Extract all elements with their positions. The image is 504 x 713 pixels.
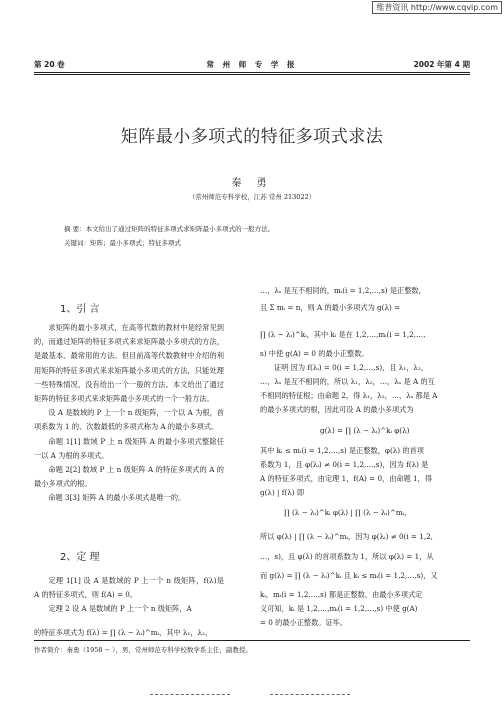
proposition-2: 命题 2[2] 数域 P 上 n 级矩阵 A 的特征多项式的 A 的最小多项式的根。 bbox=[34, 465, 224, 489]
section-2-heading: 2、定 理 bbox=[60, 552, 100, 563]
paper-title: 矩阵最小多项式的特征多项式求法 bbox=[120, 127, 384, 147]
theorem-2: 定理 2 设 A 是数域的 P 上一个 n 级矩阵，A bbox=[48, 604, 192, 614]
definition-paragraph: 设 A 是数域的 P 上一个 n 级矩阵，一个以 A 为根，首项系数为 1 的、次数最低的多项式称为 A 的最小多项式。 bbox=[34, 408, 224, 432]
minimal-polynomial-formula: g(λ) = ∏ (λ − λᵢ)^kᵢ φ(λ) bbox=[320, 426, 410, 435]
section-1-heading: 1、引 言 bbox=[60, 304, 100, 315]
right-line: 且 Σ mᵢ = n，则 A 的最小多项式为 g(λ) = bbox=[260, 303, 401, 312]
volume-label: 第 20 卷 bbox=[34, 60, 65, 69]
intro-paragraph: 求矩阵的最小多项式，在高等代数的教材中是经常见到的，而通过矩阵的特征多项式来求矩阵最小多项式的方法，是最基本、最常用的方法。但目前高等代数教材中介绍的利用矩阵的特征多项式来求矩阵最小多项式的方法，只能处理一些特殊情况，没有给出一个一般的方法。本文给出了通过矩阵的特征多项式来求矩阵最小多项式的一个一般方法。 bbox=[34, 323, 224, 404]
header-rule bbox=[34, 72, 470, 73]
right-line: kᵢ，mᵢ(i = 1,2,…,s) 都是正整数，由最小多项式定 bbox=[260, 590, 423, 599]
theorem-1: 定理 1[1] 设 A 是数域的 P 上一个 n 级矩阵，f(λ)是 A 的特征多项式，则 f(A) = 0。 bbox=[34, 576, 224, 600]
right-line: 系数为 1，且 φ(λᵢ) ≠ 0(i = 1,2,…,s)，因为 f(λ) 是 bbox=[260, 460, 429, 469]
issue-label: 2002 年第 4 期 bbox=[413, 60, 470, 69]
journal-name: 常 州 师 专 学 报 bbox=[206, 60, 298, 69]
right-line: s) 中使 g(A) = 0 的最小正整数。 bbox=[260, 349, 369, 358]
right-line: 其中 kᵢ ≤ mᵢ(i = 1,2,…,s) 是正整数，φ(λ) 的首项 bbox=[260, 446, 424, 455]
right-line: ∏ (λ − λᵢ)^kᵢ，其中 kᵢ 是在 1,2,…,mᵢ(i = 1,2,…, bbox=[260, 330, 426, 339]
footnote-rule bbox=[34, 640, 470, 641]
right-line: 所以 φ(λ) | ∏ (λ − λᵢ)^mᵢ，因为 φ(λᵢ) ≠ 0(i = 1,2, bbox=[260, 532, 433, 541]
right-line: …，s)，且 φ(λ) 的首项系数为 1，所以 φ(λ) = 1，从 bbox=[260, 552, 434, 561]
running-header bbox=[34, 59, 470, 71]
keywords-text: 关键词：矩阵；最小多项式；特征多项式 bbox=[64, 239, 181, 247]
proposition-1: 命题 1[1] 数域 P 上 n 级矩阵 A 的最小多项式整除任一以 A 为根的多项式。 bbox=[34, 436, 224, 460]
proof-end: = 0 的最小正整数。证毕。 bbox=[260, 618, 348, 627]
right-line: …，λₛ 是互不相同的，mᵢ(i = 1,2,…,s) 是正整数， bbox=[260, 286, 426, 295]
proposition-3: 命题 3[3] 矩阵 A 的最小多项式是唯一的。 bbox=[48, 493, 186, 503]
footer-divider bbox=[270, 694, 350, 695]
divisibility-formula: ∏ (λ − λᵢ)^kᵢ φ(λ) | ∏ (λ − λᵢ)^mᵢ， bbox=[284, 508, 412, 517]
right-line: A 的特征多项式，由定理 1，f(A) = 0，由命题 1，得 bbox=[260, 474, 433, 483]
section-2-body bbox=[34, 574, 224, 617]
right-line: …，λₛ 是互不相同的，所以 λ₁，λ₂，…，λₛ 是 A 的互 bbox=[260, 377, 435, 386]
right-line: 而 g(λ) = ∏ (λ − λᵢ)^kᵢ 且 kᵢ ≤ mᵢ(i = 1,2,…,s)，又 bbox=[260, 571, 438, 580]
header-rule-thin bbox=[34, 74, 470, 75]
watermark-label: 维普资讯 http://www.cqvip.com bbox=[372, 1, 502, 14]
right-line: g(λ) | f(λ) 即 bbox=[260, 488, 305, 497]
right-line: 的最小多项式的根，因此可设 A 的最小多项式为 bbox=[260, 405, 414, 414]
right-line: 义可知，kᵢ 是 1,2,…,mᵢ(i = 1,2,…,s) 中使 g(A) bbox=[260, 604, 418, 613]
author-bio-footnote: 作者简介：秦勇（1958 − ），男，常州师范专科学校数学系主任，副教授。 bbox=[34, 646, 252, 654]
proof-start: 证明 因为 f(λᵢ) = 0(i = 1,2,…,s)，且 λ₁，λ₂， bbox=[274, 363, 429, 372]
theorem-2-formula: 的特征多项式为 f(λ) = ∏ (λ − λᵢ)^mᵢ，其中 λ₁，λ₂， bbox=[34, 628, 213, 637]
right-line: 不相同的特征根；由命题 2，得 λ₁，λ₂，…，λₛ 都是 A bbox=[260, 391, 438, 400]
footer-divider bbox=[150, 694, 230, 695]
abstract-text: 摘 要：本文给出了通过矩阵的特征多项式求矩阵最小多项式的一般方法。 bbox=[64, 225, 275, 233]
author-name: 秦 勇 bbox=[231, 178, 273, 189]
author-affiliation: （常州师范专科学校，江苏 常州 213022） bbox=[188, 193, 316, 201]
section-1-body bbox=[34, 321, 224, 506]
